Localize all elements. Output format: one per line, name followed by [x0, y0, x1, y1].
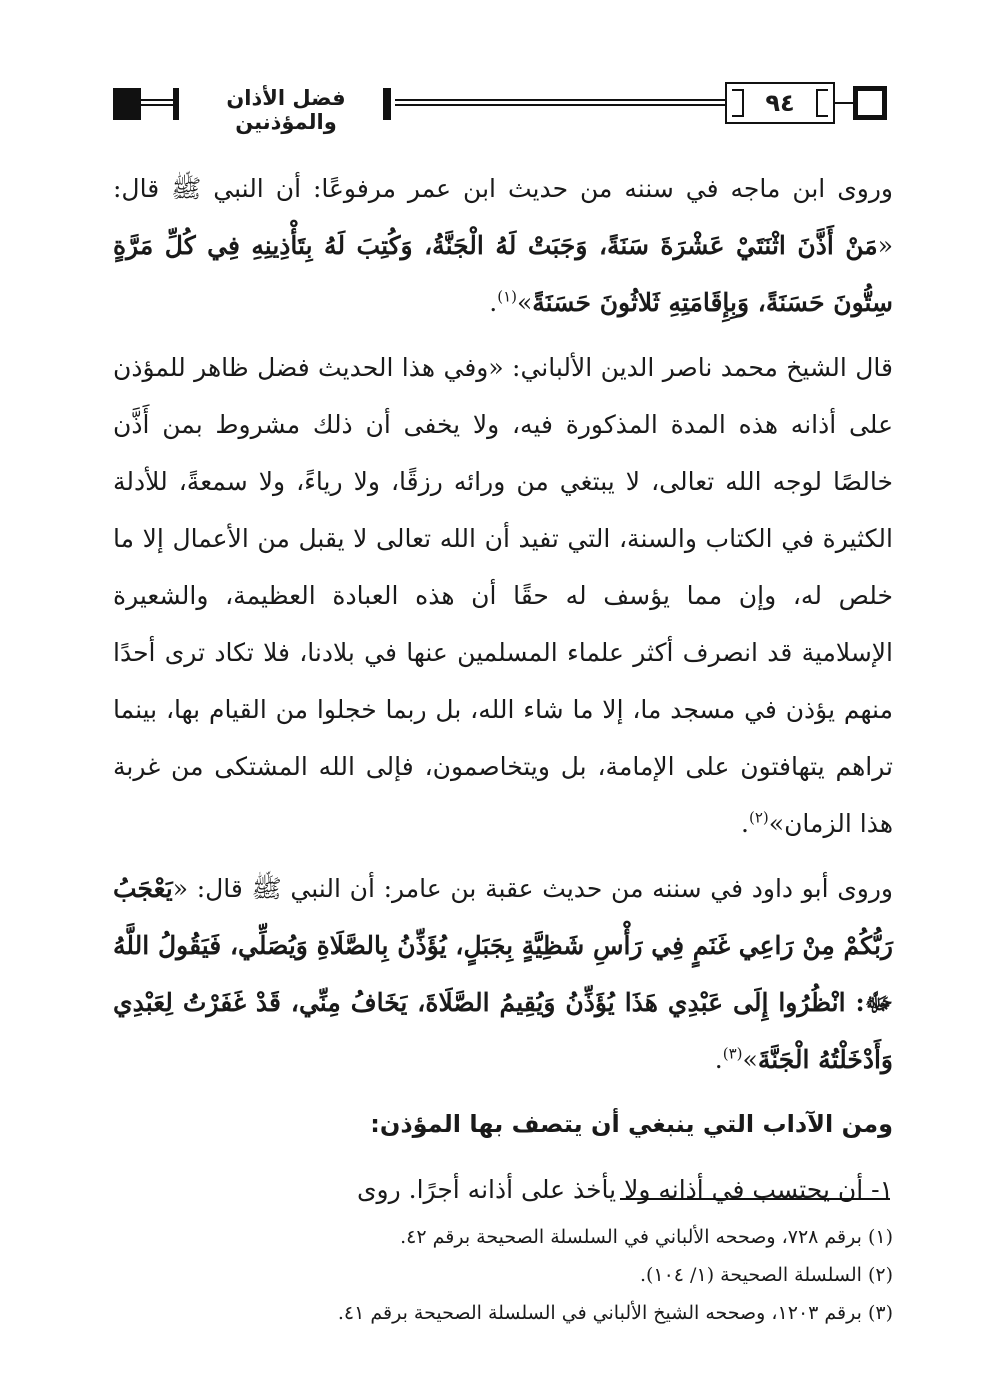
abu-dawud-intro: وروى أبو داود في سننه من حديث عقبة بن عامر: أن النبي ﷺ قال: «	[172, 874, 893, 903]
footnote-ref-1: (١)	[497, 287, 517, 306]
section-heading: ومن الآداب التي ينبغي أن يتصف بها المؤذن:	[370, 1110, 893, 1138]
footnote-2: (٢) السلسلة الصحيحة (١/ ١٠٤).	[639, 1264, 893, 1286]
quote-close: »	[742, 1045, 758, 1074]
footnote-1: (١) برقم ٧٢٨، وصححه الألباني في السلسلة الصحيحة برقم ٤٢.	[400, 1226, 893, 1248]
paragraph-albani: قال الشيخ محمد ناصر الدين الألباني: «وفي هذا الحديث فضل ظاهر للمؤذن على أذانه هذه المدة المذكورة فيه، ولا يخفى أن ذلك مشروط بمن أَذَّن خالصًا لوجه الله تعالى، لا يبتغي من ورائه رزقًا، ولا رياءً، ولا سمعةً، للأدلة الكثيرة في الكتاب والسنة، التي تفيد أن الله تعالى لا يقبل من الأعمال إلا ما خلص له، وإن مما يؤسف له حقًا أن هذه العبادة العظيمة، والشعيرة الإسلامية قد انصرف أكثر علماء المسلمين عنها في بلادنا، فلا تكاد ترى أحدًا منهم يؤذن في مسجد ما، إلا ما شاء الله، بل ربما خجلوا من القيام بها، بينما تراهم يتهافتون على الإمامة، بل ويتخاصمون، فإلى الله المشتكى من غربة هذا الزمان»$^{(٢)}$.	[113, 353, 893, 838]
paragraph-abu-dawud: وروى أبو داود في سننه من حديث عقبة بن عامر: أن النبي ﷺ قال: «يَعْجَبُ رَبُّكُمْ مِنْ رَاعِي غَنَمٍ فِي رَأْسِ شَظِيَّةٍ بِجَبَلٍ، يُؤَذِّنُ بِالصَّلَاةِ وَيُصَلِّي، فَيَقُولُ اللَّهُ ﷻ: انْظُرُوا إِلَى عَبْدِي هَذَا يُؤَذِّنُ وَيُقِيمُ الصَّلَاةَ، يَخَافُ مِنِّي، قَدْ غَفَرْتُ لِعَبْدِي وَأَدْخَلْتُهُ الْجَنَّةَ»$^{(٣)}$.	[113, 874, 893, 1074]
page-header	[113, 78, 893, 134]
page-number: ٩٤	[765, 89, 795, 117]
footnotes	[113, 1218, 893, 1332]
ibn-majah-intro: وروى ابن ماجه في سننه من حديث ابن عمر مرفوعًا: أن النبي ﷺ قال: «	[113, 174, 893, 260]
quote-close: »	[516, 288, 533, 317]
header-rule-right	[835, 102, 855, 104]
header-hollow-square	[853, 86, 887, 120]
hadith-abu-dawud: يَعْجَبُ رَبُّكُمْ مِنْ رَاعِي غَنَمٍ فِي رَأْسِ شَظِيَّةٍ بِجَبَلٍ، يُؤَذِّنُ بِالصَّلَاةِ وَيُصَلِّي، فَيَقُولُ اللَّهُ ﷻ: انْظُرُوا إِلَى عَبْدِي هَذَا يُؤَذِّنُ وَيُقِيمُ الصَّلَاةَ، يَخَافُ مِنِّي، قَدْ غَفَرْتُ لِعَبْدِي وَأَدْخَلْتُهُ الْجَنَّةَ	[113, 874, 893, 1074]
footnote-ref-3: (٣)	[722, 1044, 743, 1063]
albani-quote: قال الشيخ محمد ناصر الدين الألباني: «وفي هذا الحديث فضل ظاهر للمؤذن على أذانه هذه المدة المذكورة فيه، ولا يخفى أن ذلك مشروط بمن أَذَّن خالصًا لوجه الله تعالى، لا يبتغي من ورائه رزقًا، ولا رياءً، ولا سمعةً، للأدلة الكثيرة في الكتاب والسنة، التي تفيد أن الله تعالى لا يقبل من الأعمال إلا ما خلص له، وإن مما يؤسف له حقًا أن هذه العبادة العظيمة، والشعيرة الإسلامية قد انصرف أكثر علماء المسلمين عنها في بلادنا، فلا تكاد ترى أحدًا منهم يؤذن في مسجد ما، إلا ما شاء الله، بل ربما خجلوا من القيام بها، بينما تراهم يتهافتون على الإمامة، بل ويتخاصمون، فإلى الله المشتكى من غربة هذا الزمان»	[113, 353, 893, 838]
header-bar-right	[383, 88, 391, 120]
main-text	[113, 160, 893, 1226]
hadith-ibn-majah: مَنْ أَذَّنَ اثْنَتَيْ عَشْرَةَ سَنَةً، وَجَبَتْ لَهُ الْجَنَّةُ، وَكُتِبَ لَهُ بِتَأْذِينِهِ فِي كُلِّ مَرَّةٍ سِتُّونَ حَسَنَةً، وَبِإِقَامَتِهِ ثَلاثُونَ حَسَنَةً	[113, 231, 893, 317]
header-rule-left	[141, 99, 173, 106]
list-item-1: ١- أن يحتسب في أذانه ولا يأخذ على أذانه أجرًا. روى	[356, 1175, 893, 1204]
footnote-ref-2: (٢)	[749, 808, 769, 827]
footnote-separator	[620, 1198, 890, 1200]
paragraph-ibn-majah: وروى ابن ماجه في سننه من حديث ابن عمر مرفوعًا: أن النبي ﷺ قال: «مَنْ أَذَّنَ اثْنَتَيْ عَشْرَةَ سَنَةً، وَجَبَتْ لَهُ الْجَنَّةُ، وَكُتِبَ لَهُ بِتَأْذِينِهِ فِي كُلِّ مَرَّةٍ سِتُّونَ حَسَنَةً، وَبِإِقَامَتِهِ ثَلاثُونَ حَسَنَةً»$^{(١)}$.	[113, 174, 893, 317]
page-number-box	[725, 82, 835, 124]
header-rule-middle	[395, 99, 725, 106]
book-title: فضل الأذان والمؤذنين	[226, 86, 346, 134]
header-filled-square	[113, 88, 141, 120]
footnote-3: (٣) برقم ١٢٠٣، وصححه الشيخ الألباني في السلسلة الصحيحة برقم ٤١.	[337, 1302, 893, 1324]
header-bar-left	[173, 88, 179, 120]
